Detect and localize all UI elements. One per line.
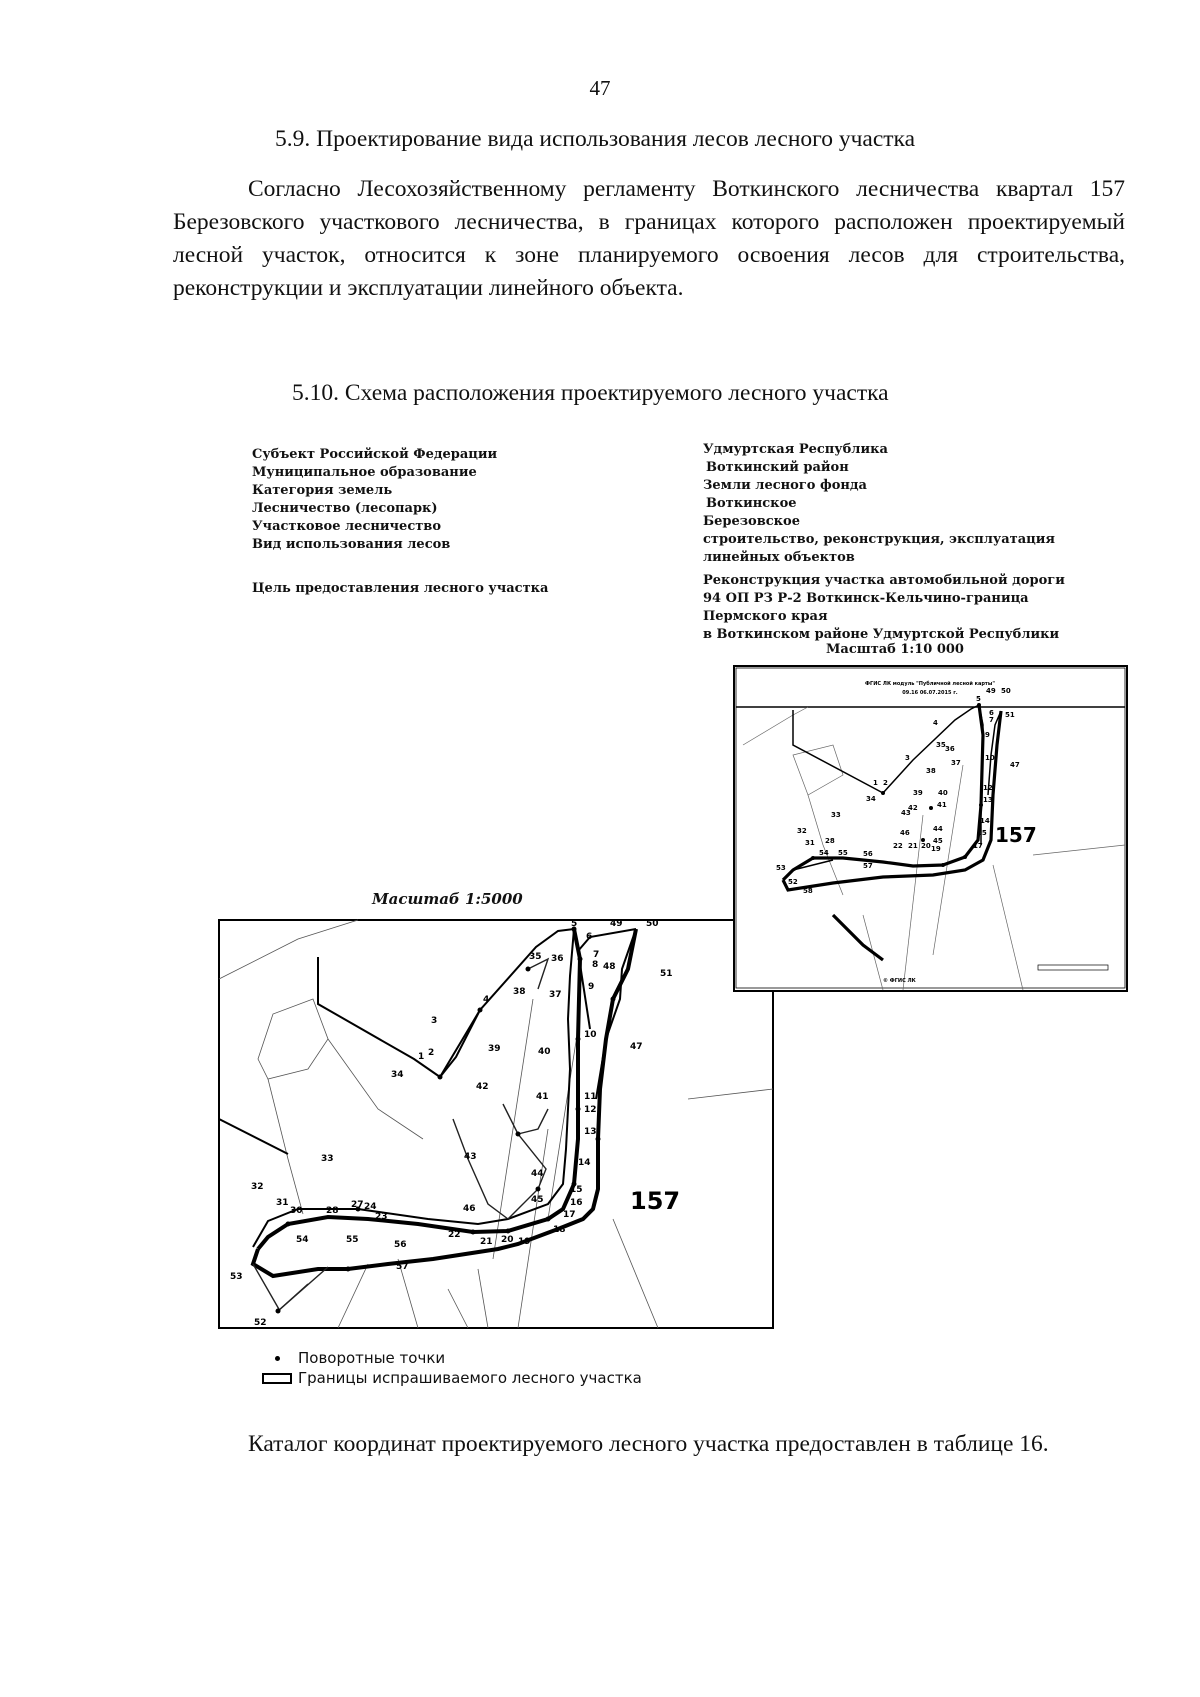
info-values <box>703 441 1055 567</box>
point-label: 15 <box>570 1185 583 1195</box>
point-label: 57 <box>396 1262 409 1272</box>
svg-text:4: 4 <box>933 719 938 727</box>
point-label: 4 <box>483 995 490 1005</box>
inset-quarter-label: 157 <box>995 823 1037 847</box>
svg-text:15: 15 <box>977 829 987 837</box>
point-label: 28 <box>326 1206 339 1216</box>
svg-text:43: 43 <box>901 809 911 817</box>
point-label: 49 <box>610 919 623 929</box>
svg-text:52: 52 <box>788 878 798 886</box>
point-label: 47 <box>630 1042 643 1052</box>
svg-text:54: 54 <box>819 849 829 857</box>
svg-text:3: 3 <box>905 754 910 762</box>
svg-text:22: 22 <box>893 842 903 850</box>
svg-text:39: 39 <box>913 789 923 797</box>
scale-label-inset: Масштаб 1:10 000 <box>826 642 964 657</box>
info-value: Березовское <box>703 514 800 529</box>
point-label: 16 <box>570 1198 583 1208</box>
svg-text:37: 37 <box>951 759 961 767</box>
inset-header-date: 09.16 06.07.2015 г. <box>902 690 958 696</box>
point-label: 54 <box>296 1235 309 1245</box>
point-label: 23 <box>375 1212 388 1222</box>
purpose-line: 94 ОП РЗ Р-2 Воткинск-Кельчино-граница <box>703 591 1029 606</box>
info-value: Земли лесного фонда <box>703 478 867 493</box>
point-label: 10 <box>584 1030 597 1040</box>
svg-text:6: 6 <box>989 709 994 717</box>
point-label: 50 <box>646 919 659 929</box>
point-label: 31 <box>276 1198 289 1208</box>
svg-text:40: 40 <box>938 789 948 797</box>
svg-text:14: 14 <box>980 817 990 825</box>
info-value: линейных объектов <box>703 550 855 565</box>
point-label: 32 <box>251 1182 264 1192</box>
point-label: 22 <box>448 1230 461 1240</box>
inset-map <box>733 665 1128 992</box>
scale-label-main: Масштаб 1:5000 <box>372 890 523 908</box>
page-number: 47 <box>589 76 611 100</box>
point-label: 51 <box>660 969 673 979</box>
svg-text:9: 9 <box>985 731 990 739</box>
point-label: 3 <box>431 1016 438 1026</box>
svg-text:5: 5 <box>976 695 981 703</box>
svg-text:49: 49 <box>986 687 996 695</box>
svg-text:51: 51 <box>1005 711 1015 719</box>
info-label: Категория земель <box>252 483 393 498</box>
inset-header: ФГИС ЛК модуль "Публичной лесной карты" <box>865 681 995 687</box>
point-label: 17 <box>563 1210 576 1220</box>
point-label: 40 <box>538 1047 551 1057</box>
svg-text:12: 12 <box>983 784 993 792</box>
quarter-label: 157 <box>630 1187 681 1215</box>
point-label: 45 <box>531 1195 544 1205</box>
point-label: 52 <box>254 1318 267 1328</box>
svg-text:38: 38 <box>926 767 936 775</box>
section-paragraph: Согласно Лесохозяйственному регламенту Воткинского лесничества квартал 157 Березовского участкового лесничества, в границах которого расположен проектируемый лесной участок, относится к зоне планируемого освоения лесов для строительства, реконструкции и эксплуатации линейного объекта. <box>173 176 1125 301</box>
point-label: 5 <box>571 919 578 929</box>
svg-text:47: 47 <box>1010 761 1020 769</box>
info-value: строительство, реконструкция, эксплуатация <box>703 532 1055 547</box>
point-label: 24 <box>364 1202 377 1212</box>
inset-footer: © ФГИС ЛК <box>883 978 916 984</box>
point-label: 30 <box>290 1206 303 1216</box>
point-label: 2 <box>428 1048 435 1058</box>
purpose-line: в Воткинском районе Удмуртской Республики <box>703 627 1060 642</box>
info-value: Удмуртская Республика <box>703 442 888 457</box>
point-label: 21 <box>480 1237 493 1247</box>
point-label: 43 <box>464 1152 477 1162</box>
point-label: 44 <box>531 1169 544 1179</box>
svg-text:35: 35 <box>936 741 946 749</box>
svg-text:19: 19 <box>931 845 941 853</box>
svg-text:36: 36 <box>945 745 955 753</box>
footer-paragraph: Каталог координат проектируемого лесного участка предоставлен в таблице 16. <box>248 1431 1049 1457</box>
point-label: 1 <box>418 1052 425 1062</box>
point-label: 46 <box>463 1204 476 1214</box>
point-label: 36 <box>551 954 564 964</box>
purpose-line: Пермского края <box>703 609 828 624</box>
svg-text:42: 42 <box>908 804 918 812</box>
point-label: 42 <box>476 1082 489 1092</box>
svg-text:44: 44 <box>933 825 943 833</box>
point-label: 55 <box>346 1235 359 1245</box>
main-map <box>218 919 774 1329</box>
legend-boundary <box>262 1369 642 1387</box>
svg-text:21: 21 <box>908 842 918 850</box>
point-label: 13 <box>584 1127 597 1137</box>
point-label: 20 <box>501 1235 514 1245</box>
point-label: 41 <box>536 1092 549 1102</box>
info-labels <box>252 446 497 554</box>
point-marker-icon <box>275 1356 280 1361</box>
svg-text:33: 33 <box>831 811 841 819</box>
legend-boundary-label: Границы испрашиваемого лесного участка <box>298 1369 642 1387</box>
svg-text:32: 32 <box>797 827 807 835</box>
point-label: 27 <box>351 1200 364 1210</box>
purpose-value <box>703 572 1065 644</box>
point-label: 8 <box>592 960 599 970</box>
svg-text:20: 20 <box>921 842 931 850</box>
point-label: 35 <box>529 952 542 962</box>
point-label: 6 <box>586 932 593 942</box>
point-label: 34 <box>391 1070 404 1080</box>
point-label: 56 <box>394 1240 407 1250</box>
point-label: 11 <box>584 1092 597 1102</box>
svg-text:50: 50 <box>1001 687 1011 695</box>
point-label: 53 <box>230 1272 243 1282</box>
svg-text:17: 17 <box>973 842 983 850</box>
point-label: 14 <box>578 1158 591 1168</box>
section-heading-5-9: 5.9. Проектирование вида использования лесов лесного участка <box>275 126 916 152</box>
svg-text:57: 57 <box>863 862 873 870</box>
point-label: 12 <box>584 1105 597 1115</box>
point-label: 38 <box>513 987 526 997</box>
info-value: Воткинский район <box>706 460 849 475</box>
info-label: Вид использования лесов <box>252 537 451 552</box>
svg-text:34: 34 <box>866 795 876 803</box>
point-label: 37 <box>549 990 562 1000</box>
svg-text:2: 2 <box>883 779 888 787</box>
svg-text:1: 1 <box>873 779 878 787</box>
point-label: 33 <box>321 1154 334 1164</box>
svg-text:56: 56 <box>863 850 873 858</box>
info-label: Субъект Российской Федерации <box>252 447 498 462</box>
svg-text:46: 46 <box>900 829 910 837</box>
svg-text:41: 41 <box>937 801 947 809</box>
section-heading-5-10: 5.10. Схема расположения проектируемого лесного участка <box>292 380 889 406</box>
svg-text:13: 13 <box>983 796 993 804</box>
svg-text:31: 31 <box>805 839 815 847</box>
svg-text:53: 53 <box>776 864 786 872</box>
svg-text:55: 55 <box>838 849 848 857</box>
point-label: 48 <box>603 962 616 972</box>
boundary-box-icon <box>262 1373 292 1384</box>
info-label: Муниципальное образование <box>252 465 477 480</box>
purpose-line: Реконструкция участка автомобильной дороги <box>703 573 1065 588</box>
point-label: 19 <box>518 1237 531 1247</box>
svg-text:10: 10 <box>985 754 995 762</box>
info-label: Лесничество (лесопарк) <box>252 501 438 516</box>
point-label: 39 <box>488 1044 501 1054</box>
legend-points-label: Поворотные точки <box>298 1349 446 1367</box>
point-label: 9 <box>588 982 595 992</box>
svg-text:45: 45 <box>933 837 943 845</box>
svg-text:58: 58 <box>803 887 813 895</box>
legend-points <box>275 1349 445 1367</box>
info-value: Воткинское <box>706 496 797 511</box>
svg-text:7: 7 <box>989 716 994 724</box>
point-label: 18 <box>553 1225 566 1235</box>
svg-text:28: 28 <box>825 837 835 845</box>
point-label: 7 <box>593 950 600 960</box>
info-label: Участковое лесничество <box>252 519 441 534</box>
purpose-label: Цель предоставления лесного участка <box>252 581 549 596</box>
